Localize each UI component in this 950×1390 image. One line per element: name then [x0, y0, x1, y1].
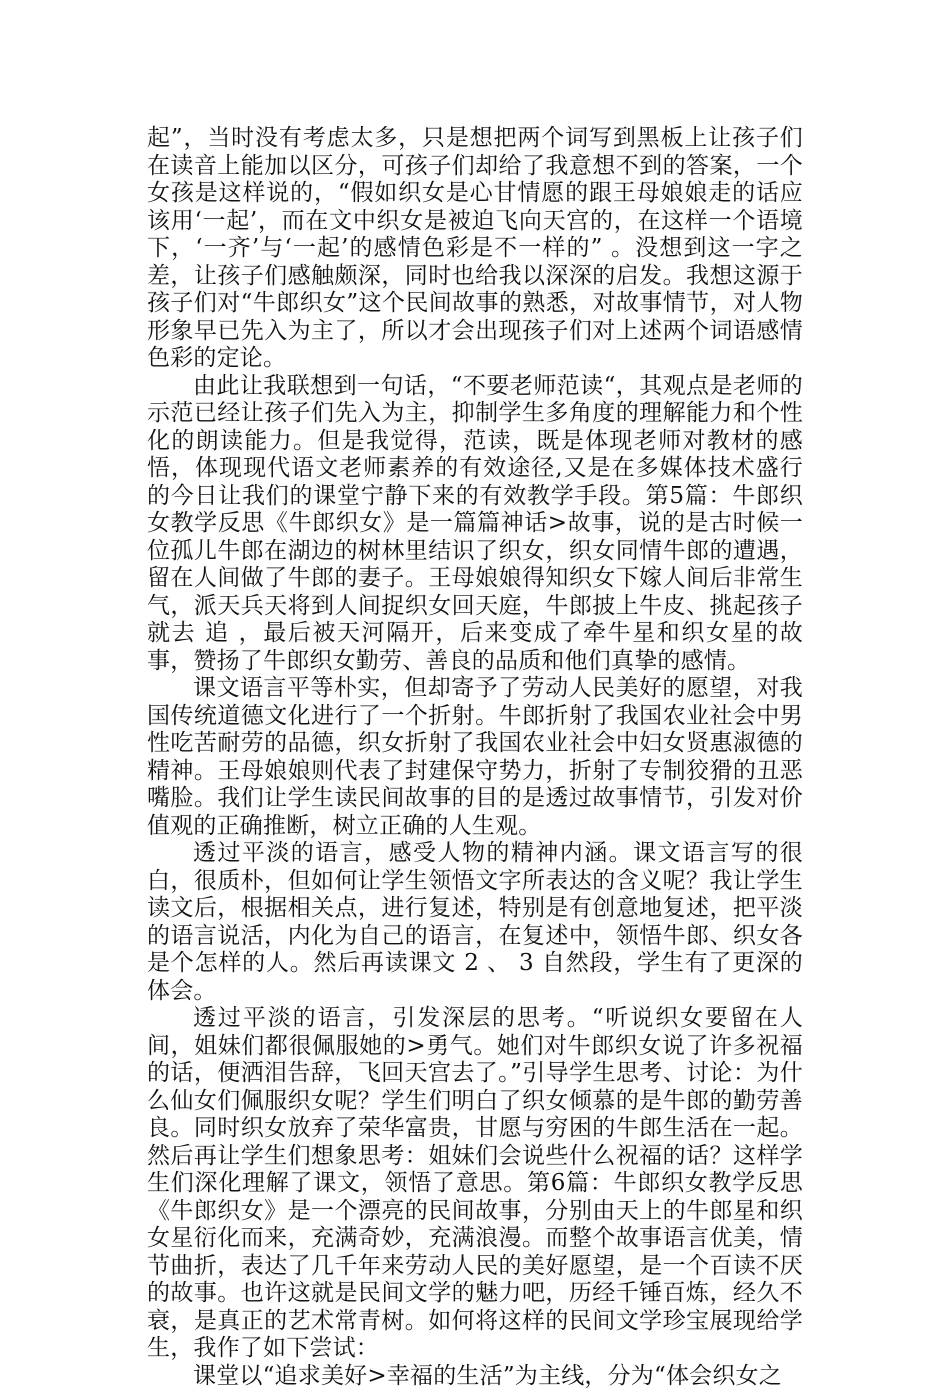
paragraph-6: 课堂以“追求美好>幸福的生活”为主线，分为“体会织女之 [147, 1363, 803, 1390]
paragraph-3: 课文语言平等朴实，但却寄予了劳动人民美好的愿望，对我国传统道德文化进行了一个折射。牛郎折射了我国农业社会中男性吃苦耐劳的品德，织女折射了我国农业社会中妇女贤惠淑德的精神。王母娘娘则代表了封建保守势力，折射了专制狡猾的丑恶嘴脸。我们让学生读民间故事的目的是透过故事情节，引发对价值观的正确推断，树立正确的人生观。 [147, 675, 803, 840]
paragraph-5: 透过平淡的语言，引发深层的思考。“听说织女要留在人间，姐妹们都很佩服她的>勇气。她们对牛郎织女说了许多祝福的话，便洒泪告辞，飞回天宫去了。”引导学生思考、讨论：为什么仙女们佩服织女呢？学生们明白了织女倾慕的是牛郎的勤劳善良。同时织女放弃了荣华富贵，甘愿与穷困的牛郎生活在一起。然后再让学生们想象思考：姐妹们会说些什么祝福的话？这样学生们深化理解了课文，领悟了意思。第6篇：牛郎织女教学反思《牛郎织女》是一个漂亮的民间故事，分别由天上的牛郎星和织女星衍化而来，充满奇妙，充满浪漫。而整个故事语言优美，情节曲折，表达了几千年来劳动人民的美好愿望，是一个百读不厌的故事。也许这就是民间文学的魅力吧，历经千锤百炼，经久不衰，是真正的艺术常青树。如何将这样的民间文学珍宝展现给学生，我作了如下尝试： [147, 1005, 803, 1363]
document-body [147, 125, 803, 1390]
paragraph-4: 透过平淡的语言，感受人物的精神内涵。课文语言写的很白，很质朴，但如何让学生领悟文字所表达的含义呢？我让学生读文后，根据相关点，进行复述，特别是有创意地复述，把平淡的语言说活，内化为自己的语言，在复述中，领悟牛郎、织女各是个怎样的人。然后再读课文 2 、 3 自然段，学生有了更深的体会。 [147, 840, 803, 1005]
paragraph-2: 由此让我联想到一句话，“不要老师范读“，其观点是老师的示范已经让孩子们先入为主，抑制学生多角度的理解能力和个性化的朗读能力。但是我觉得，范读，既是体现老师对教材的感悟，体现现代语文老师素养的有效途径,又是在多媒体技术盛行的今日让我们的课堂宁静下来的有效教学手段。第5篇：牛郎织女教学反思《牛郎织女》是一篇篇神话>故事，说的是古时候一位孤儿牛郎在湖边的树林里结识了织女，织女同情牛郎的遭遇，留在人间做了牛郎的妻子。王母娘娘得知织女下嫁人间后非常生气，派天兵天将到人间捉织女回天庭，牛郎披上牛皮、挑起孩子就去 追 ，最后被天河隔开，后来变成了牵牛星和织女星的故事，赞扬了牛郎织女勤劳、善良的品质和他们真挚的感情。 [147, 373, 803, 676]
paragraph-1: 起”，当时没有考虑太多，只是想把两个词写到黑板上让孩子们在读音上能加以区分，可孩子们却给了我意想不到的答案，一个女孩是这样说的，“假如织女是心甘情愿的跟王母娘娘走的话应该用‘一起’，而在文中织女是被迫飞向天宫的，在这样一个语境下，‘一齐’与‘一起’的感情色彩是不一样的” 。没想到这一字之差，让孩子们感触颇深，同时也给我以深深的启发。我想这源于孩子们对“牛郎织女”这个民间故事的熟悉，对故事情节，对人物形象早已先入为主了，所以才会出现孩子们对上述两个词语感情色彩的定论。 [147, 125, 803, 373]
